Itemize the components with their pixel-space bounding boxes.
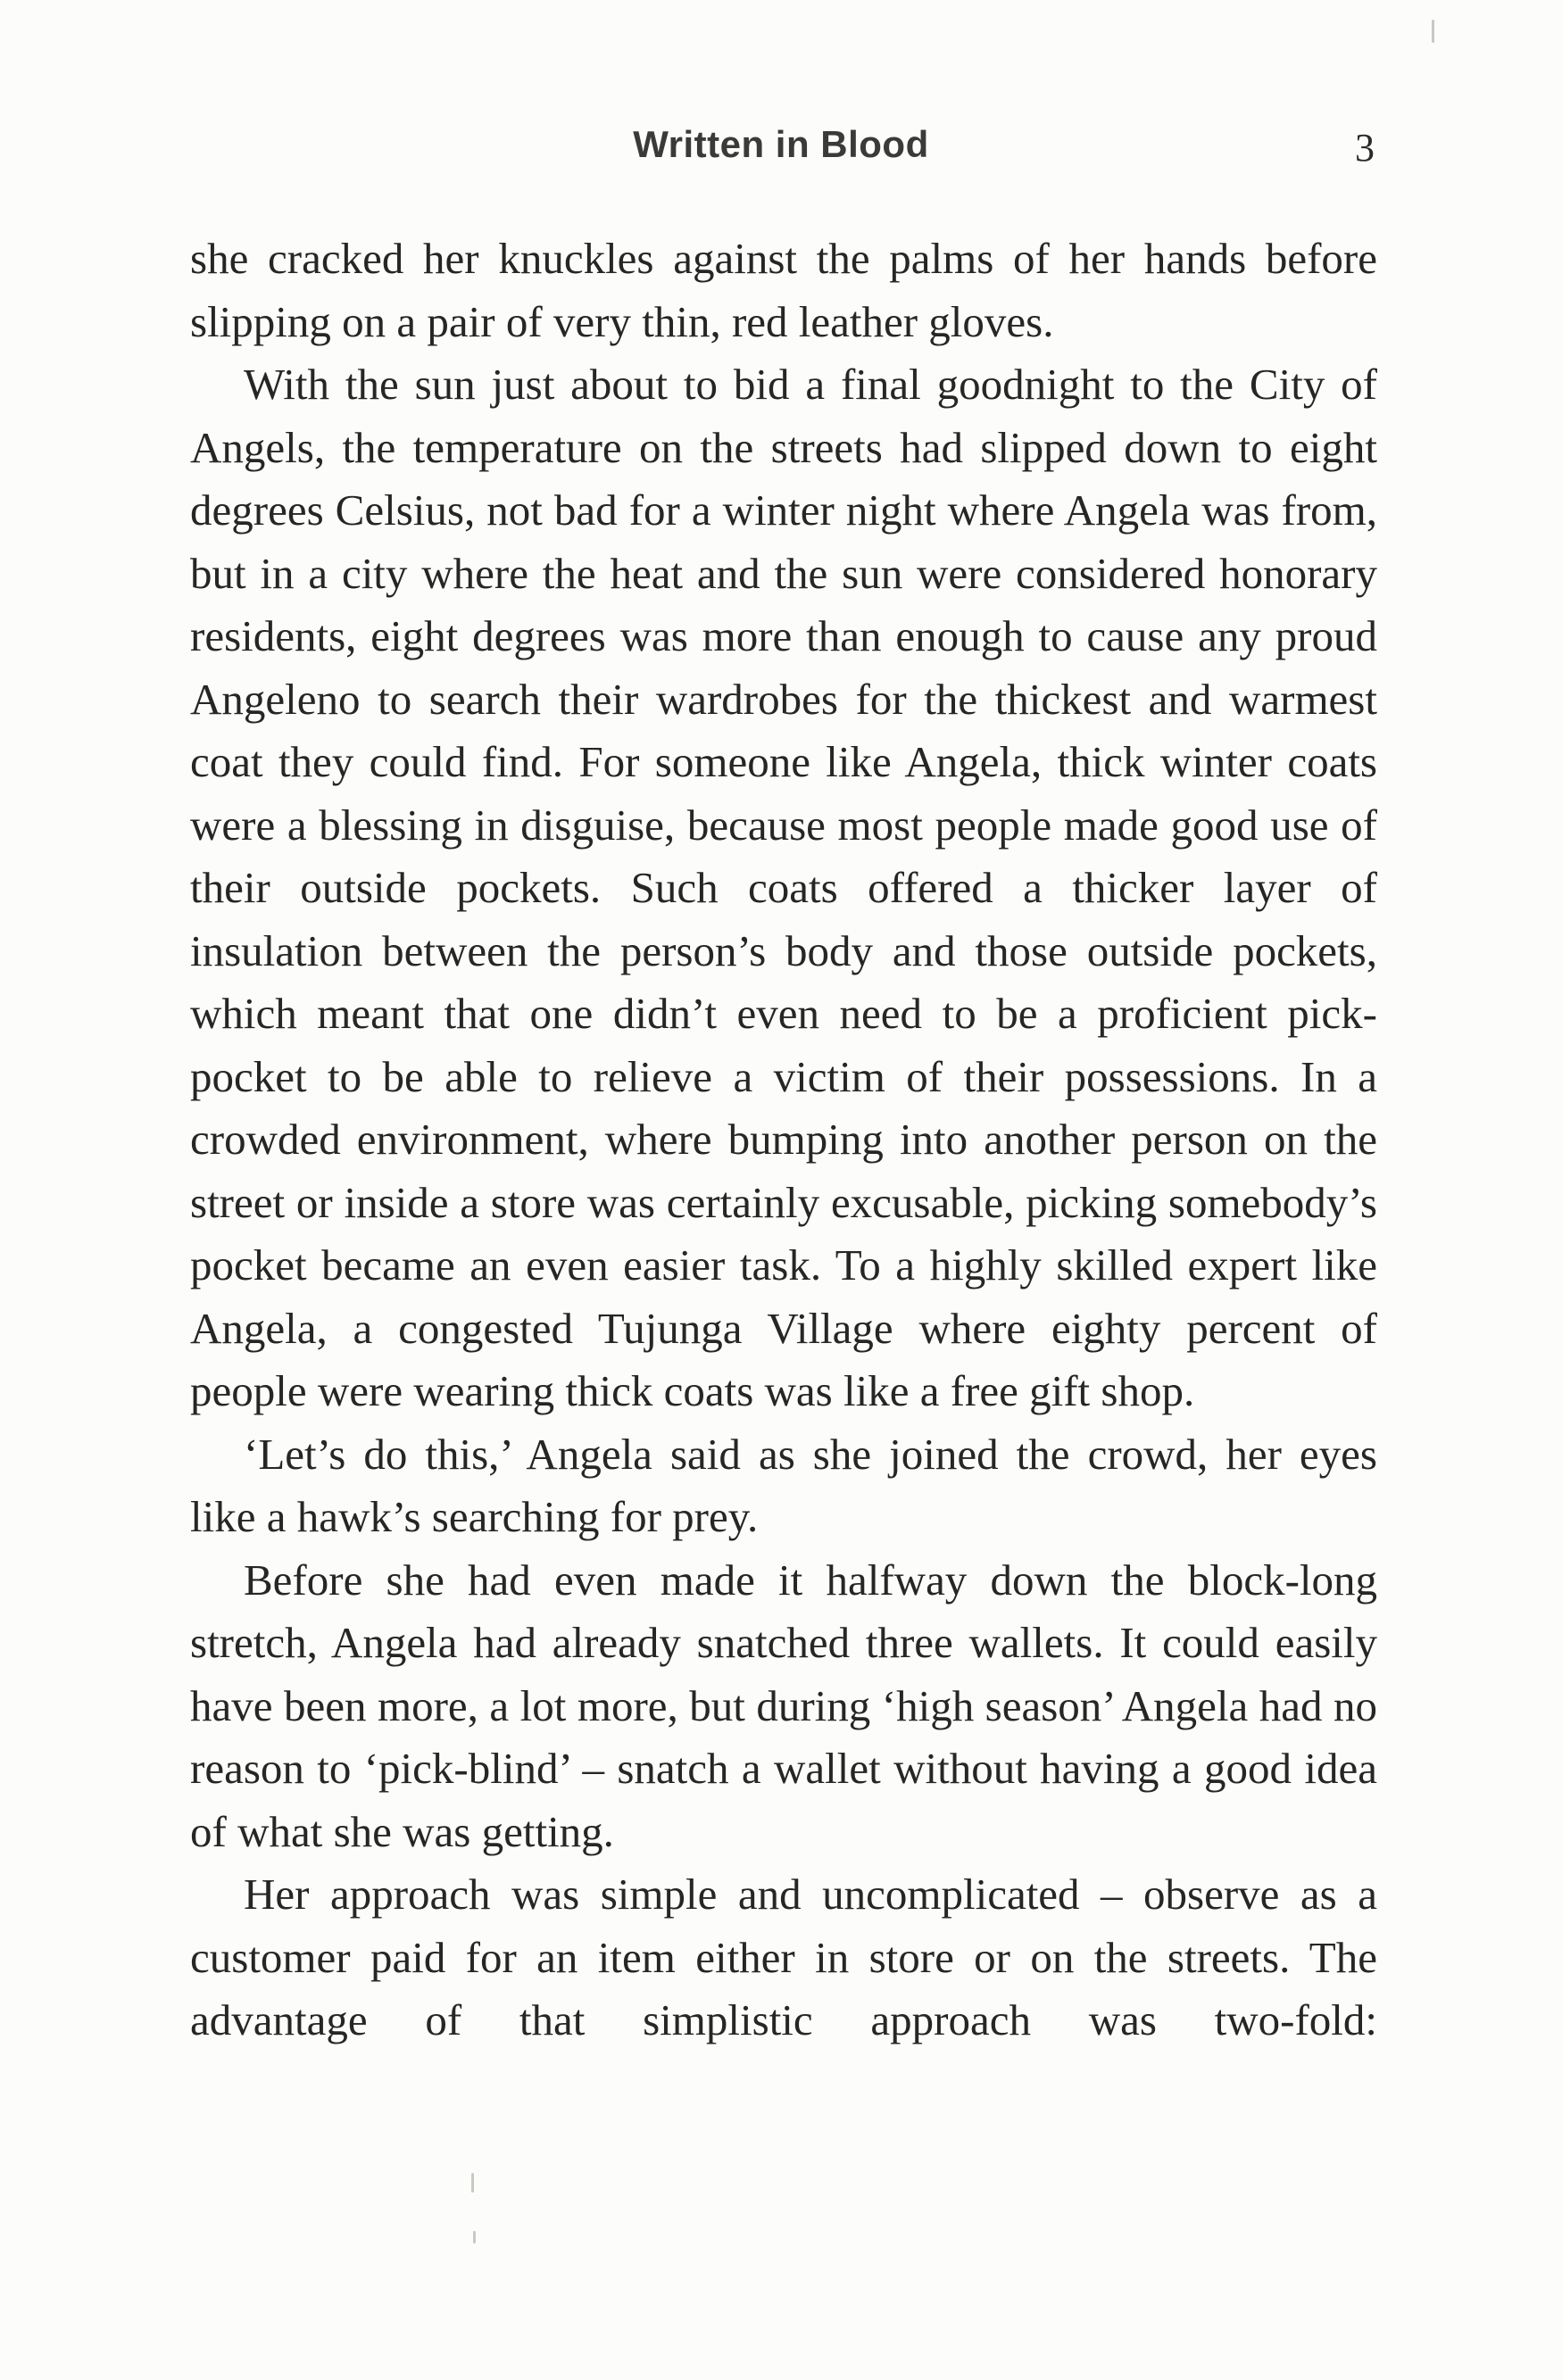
scan-speck <box>471 2173 474 2193</box>
paragraph: Her approach was simple and uncomplicated – observe as a customer paid for an item either in store or on the streets. The advantage of that simplistic approach was two-fold: <box>190 1870 1377 2044</box>
paragraph: Before she had even made it halfway down the block-long stretch, Angela had already snatched three wallets. It could easily have been more, a lot more, but during ‘high season’ Angela had no reason to ‘pick-blind’ – snatch a wallet without having a good idea of what she was getting. <box>190 1555 1377 1856</box>
scan-speck <box>1432 20 1434 43</box>
paragraph: ‘Let’s do this,’ Angela said as she joined the crowd, her eyes like a hawk’s searching for prey. <box>190 1429 1377 1541</box>
book-title: Written in Blood <box>633 123 929 165</box>
body-text <box>190 228 1377 2052</box>
page-number: 3 <box>1355 126 1375 170</box>
running-header <box>0 123 1562 177</box>
paragraph: she cracked her knuckles against the palms of her hands before slipping on a pair of very thin, red leather gloves. <box>190 234 1377 346</box>
paragraph: With the sun just about to bid a final goodnight to the City of Angels, the temperature on the streets had slipped down to eight degrees Celsius, not bad for a winter night where Angela was from, but in a city where the heat and the sun were considered honorary residents, eight degrees was more than enough to cause any proud Angeleno to search their wardrobes for the thickest and warmest coat they could find. For someone like Angela, thick winter coats were a blessing in disguise, because most people made good use of their outside pockets. Such coats offered a thicker layer of insulation between the person’s body and those outside pockets, which meant that one didn’t even need to be a proficient pickpocket to be able to relieve a victim of their possessions. In a crowded environment, where bumping into another person on the street or inside a store was certainly excusable, picking somebody’s pocket became an even easier task. To a highly skilled expert like Angela, a congested Tujunga Village where eighty percent of people were wearing thick coats was like a free gift shop. <box>190 360 1377 1415</box>
scan-speck <box>473 2231 476 2243</box>
